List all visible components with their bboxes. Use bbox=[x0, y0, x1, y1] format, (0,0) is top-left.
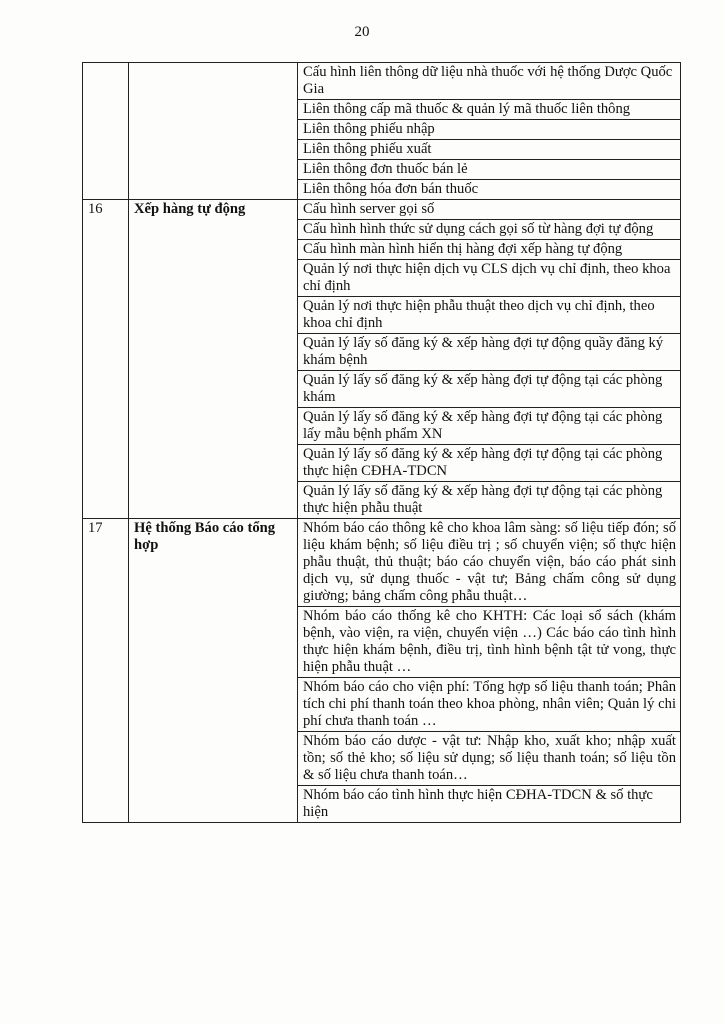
item-number bbox=[83, 63, 129, 200]
table-row bbox=[83, 519, 681, 607]
module-name bbox=[129, 63, 298, 200]
feature-cell: Quản lý lấy số đăng ký & xếp hàng đợi tự động tại các phòng khám bbox=[298, 371, 681, 408]
feature-cell: Nhóm báo cáo dược - vật tư: Nhập kho, xuất kho; nhập xuất tồn; số thẻ kho; số liệu sử dụng; số liệu thanh toán; số liệu tồn & số liệu chưa thanh toán… bbox=[298, 732, 681, 786]
feature-cell: Quản lý lấy số đăng ký & xếp hàng đợi tự động quầy đăng ký khám bệnh bbox=[298, 334, 681, 371]
feature-cell: Liên thông hóa đơn bán thuốc bbox=[298, 180, 681, 200]
module-name: Hệ thống Báo cáo tổng hợp bbox=[129, 519, 298, 823]
table-row bbox=[83, 200, 681, 220]
page-number: 20 bbox=[354, 24, 370, 40]
feature-cell: Cấu hình server gọi số bbox=[298, 200, 681, 220]
feature-cell: Nhóm báo cáo thông kê cho khoa lâm sàng: số liệu tiếp đón; số liệu khám bệnh; số liệu điều trị ; số chuyển viện; số thực hiện phẫu thuật, thủ thuật; báo cáo chuyển viện, báo cáo phát sinh dịch vụ, sử dụng thuốc - vật tư; Bảng chấm công sử dụng giường; bảng chấm công phẫu thuật… bbox=[298, 519, 681, 607]
feature-cell: Liên thông đơn thuốc bán lẻ bbox=[298, 160, 681, 180]
module-name: Xếp hàng tự động bbox=[129, 200, 298, 519]
feature-table-body bbox=[83, 63, 681, 823]
item-number: 17 bbox=[83, 519, 129, 823]
feature-cell: Liên thông phiếu xuất bbox=[298, 140, 681, 160]
feature-cell: Cấu hình hình thức sử dụng cách gọi số từ hàng đợi tự động bbox=[298, 220, 681, 240]
feature-cell: Cấu hình màn hình hiển thị hàng đợi xếp hàng tự động bbox=[298, 240, 681, 260]
table-row bbox=[83, 63, 681, 100]
feature-cell: Liên thông cấp mã thuốc & quản lý mã thuốc liên thông bbox=[298, 100, 681, 120]
feature-table bbox=[82, 62, 681, 823]
item-number: 16 bbox=[83, 200, 129, 519]
feature-cell: Quản lý nơi thực hiện phẫu thuật theo dịch vụ chỉ định, theo khoa chỉ định bbox=[298, 297, 681, 334]
feature-cell: Nhóm báo cáo tình hình thực hiện CĐHA-TDCN & số thực hiện bbox=[298, 786, 681, 823]
feature-cell: Quản lý lấy số đăng ký & xếp hàng đợi tự động tại các phòng thực hiện phẫu thuật bbox=[298, 482, 681, 519]
feature-cell: Cấu hình liên thông dữ liệu nhà thuốc với hệ thống Dược Quốc Gia bbox=[298, 63, 681, 100]
feature-cell: Quản lý nơi thực hiện dịch vụ CLS dịch vụ chỉ định, theo khoa chỉ định bbox=[298, 260, 681, 297]
feature-cell: Nhóm báo cáo thống kê cho KHTH: Các loại sổ sách (khám bệnh, vào viện, ra viện, chuyển viện …) Các báo cáo tình hình thực hiện khám bệnh, điều trị, tình hình bệnh tật tử vong, thực hiện phẫu thuật … bbox=[298, 607, 681, 678]
feature-cell: Quản lý lấy số đăng ký & xếp hàng đợi tự động tại các phòng thực hiện CĐHA-TDCN bbox=[298, 445, 681, 482]
feature-cell: Liên thông phiếu nhập bbox=[298, 120, 681, 140]
feature-cell: Quản lý lấy số đăng ký & xếp hàng đợi tự động tại các phòng lấy mẫu bệnh phẩm XN bbox=[298, 408, 681, 445]
feature-cell: Nhóm báo cáo cho viện phí: Tổng hợp số liệu thanh toán; Phân tích chi phí thanh toán theo khoa phòng, nhân viên; Quản lý chi phí chưa thanh toán … bbox=[298, 678, 681, 732]
